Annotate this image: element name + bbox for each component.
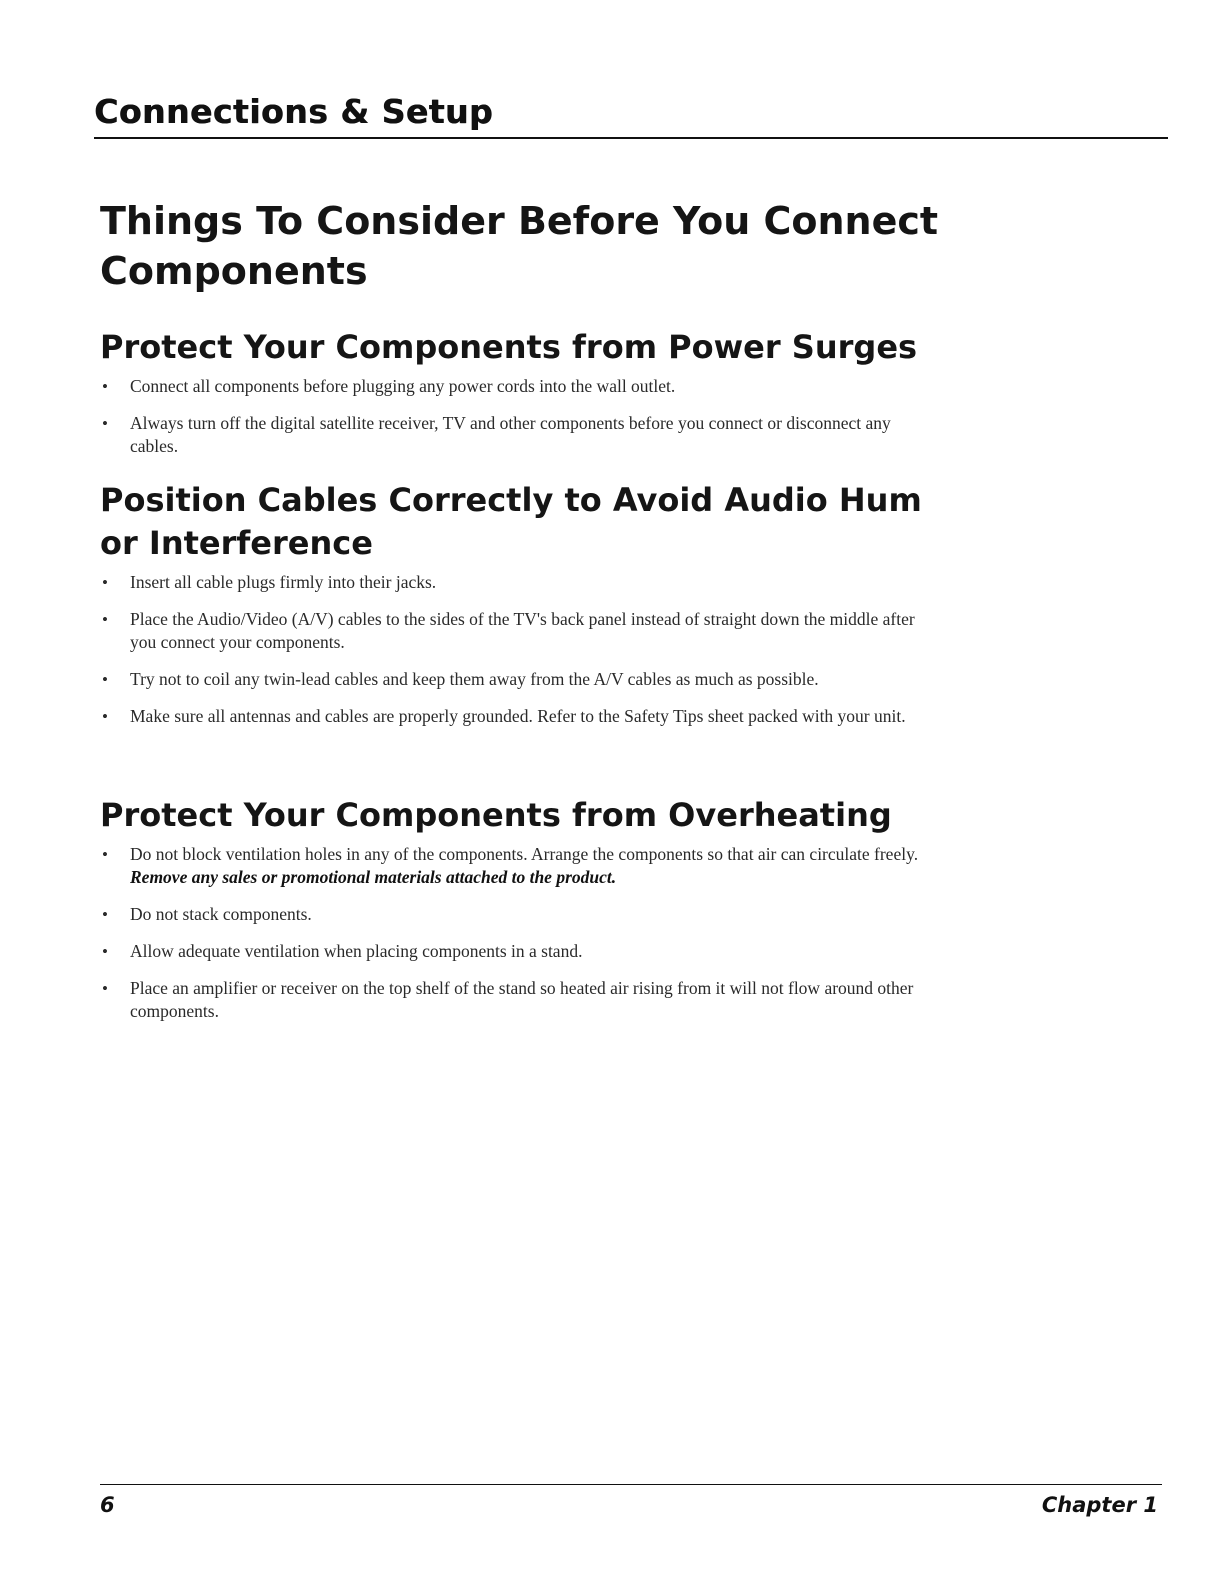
section-cable-position <box>100 479 960 742</box>
page-header <box>94 92 1168 139</box>
list-item: • Insert all cable plugs firmly into their jacks. <box>100 571 930 594</box>
section-heading: Protect Your Components from Overheating <box>100 796 892 834</box>
list-item: • Place an amplifier or receiver on the top shelf of the stand so heated air rising from it will not flow around other components. <box>100 977 930 1023</box>
list-item: • Connect all components before plugging any power cords into the wall outlet. <box>100 375 930 398</box>
section-power-surges <box>100 326 960 472</box>
list-item <box>100 843 930 889</box>
bullet-list <box>100 843 960 1023</box>
chapter-label: Chapter 1 <box>1041 1493 1158 1517</box>
list-item-text: Do not block ventilation holes in any of the components. Arrange the components so that air can circulate freely. <box>130 844 919 864</box>
emphasis-note: Remove any sales or promotional materials attached to the product. <box>130 867 617 887</box>
list-item: • Always turn off the digital satellite receiver, TV and other components before you connect or disconnect any cables. <box>100 412 930 458</box>
list-item: • Do not stack components. <box>100 903 930 926</box>
list-item: • Place the Audio/Video (A/V) cables to the sides of the TV's back panel instead of straight down the middle after you connect your components. <box>100 608 930 654</box>
page-number: 6 <box>100 1493 115 1517</box>
page-footer <box>100 1484 1162 1517</box>
list-item: • Allow adequate ventilation when placing components in a stand. <box>100 940 930 963</box>
header-title: Connections & Setup <box>94 92 494 131</box>
list-item: • Try not to coil any twin-lead cables and keep them away from the A/V cables as much as possible. <box>100 668 930 691</box>
bullet-list <box>100 571 960 728</box>
page-title: Things To Consider Before You Connect Components <box>100 199 939 293</box>
bullet-list <box>100 375 960 458</box>
list-item: • Make sure all antennas and cables are properly grounded. Refer to the Safety Tips sheet packed with your unit. <box>100 705 930 728</box>
section-overheating <box>100 794 960 1037</box>
section-heading: Position Cables Correctly to Avoid Audio Hum or Interference <box>100 481 922 562</box>
section-heading: Protect Your Components from Power Surges <box>100 328 918 366</box>
